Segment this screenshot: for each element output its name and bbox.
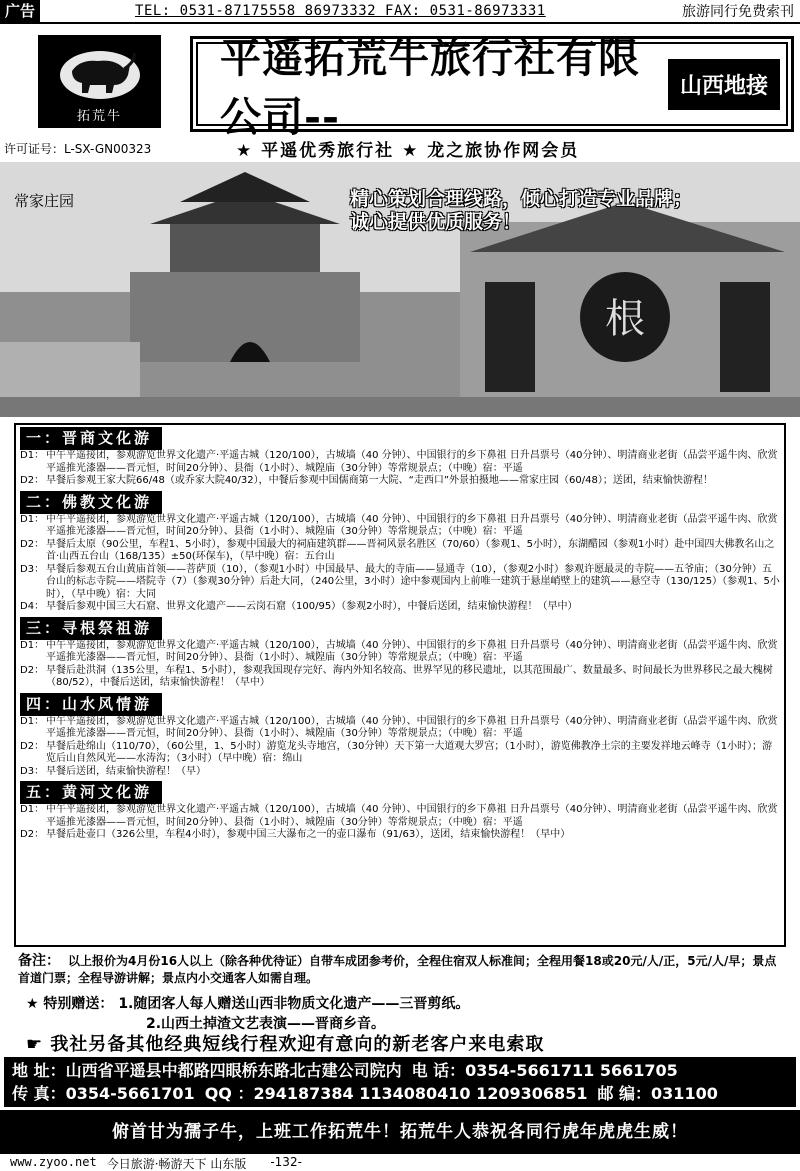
tour-title: 五：黄河文化游 bbox=[20, 781, 162, 804]
notes-text: 以上报价为4月份16人以上（除各种优待证）自带车成团参考价，全程住宿双人标准间；全程用餐18或20元/人/正，5元/人/早；景点首道门票；全程导游讲解；景点内小交通客人如需自理。 bbox=[18, 954, 777, 985]
day-key: D2： bbox=[20, 538, 45, 550]
tour-block bbox=[20, 617, 780, 690]
slogan-line-2: 诚心提供优质服务！ bbox=[350, 211, 522, 233]
website: www.zyoo.net bbox=[10, 1155, 97, 1169]
day-text: 早餐后参观五台山黄庙首领——菩萨顶（10），（参观1小时）中国最早、最大的寺庙——显通寺（10），（参观2小时）参观许愿最灵的寺院——五爷庙；（30分钟）五台山的标志寺院——塔院寺（7）（参观30分钟）后赴大同，（240公里，3小时）途中参观国内上前唯一建筑于悬崖峭壁上的建筑——悬空寺（130/125）（参观1、5小时），（早中晚）宿：大同 bbox=[46, 563, 780, 600]
qq-numbers: QQ ：294187384 1134080410 1209306851 bbox=[204, 1084, 588, 1103]
day-text: 早餐后赴洪洞（135公里，车程1、5小时），参观我国现存完好、海内外知名较高、世界罕见的移民遗址，以其范围最广、数量最多、时间最长为世界移民之最大槐树（80/52），中餐后送团，结束愉快游程！（早中） bbox=[46, 664, 773, 688]
itinerary-day bbox=[20, 640, 780, 665]
itinerary-day bbox=[20, 601, 780, 614]
motto-line: ★ 平遥优秀旅行社 ★ 龙之旅协作网会员 bbox=[236, 141, 580, 161]
day-text: 早餐后赴绵山（110/70），（60公里，1、5小时）游览龙头寺地宫，（30分钟）天下第一大道观大罗宫；（1小时），游览佛教净土宗的主要发祥地云峰寺（1小时）；游览后山自然风光——水涛沟；（3小时）（早中晚）宿：绵山 bbox=[46, 740, 773, 764]
day-text: 早餐后送团，结束愉快游程！（早） bbox=[46, 765, 206, 777]
tour-title: 二：佛教文化游 bbox=[20, 491, 162, 514]
day-key: D2： bbox=[20, 829, 45, 840]
day-text: 早餐后参观王家大院66/48（或乔家大院40/32），中餐后参观中国儒商第一大院、“走西口”外景拍摄地——常家庄园（60/48）；送团，结束愉快游程！ bbox=[46, 475, 713, 486]
day-key: D1： bbox=[20, 513, 45, 525]
tour-title: 四：山水风情游 bbox=[20, 693, 162, 716]
day-key: D3： bbox=[20, 765, 45, 777]
region-tag: 山西地接 bbox=[668, 59, 780, 110]
itinerary-day bbox=[20, 475, 780, 488]
top-contact-line: TEL: 0531-87175558 86973332 FAX: 0531-86973331 bbox=[135, 3, 546, 19]
fax: 传 真：0354-5661701 bbox=[12, 1084, 195, 1103]
day-key: D2： bbox=[20, 664, 45, 676]
phone: 电 话：0354-5661711 5661705 bbox=[411, 1061, 678, 1080]
gift-item-1: 1.随团客人每人赠送山西非物质文化遗产——三晋剪纸。 bbox=[118, 996, 470, 1012]
place-label: 常家庄园 bbox=[14, 192, 75, 210]
tour-block bbox=[20, 427, 780, 488]
day-text: 中午平遥接团，参观游览世界文化遗产·平遥古城（120/100），古城墙（40 分钟）、中国银行的乡下鼻祖 日升昌票号（40分钟）、明清商业老街（品尝平遥牛肉、欣赏平遥推光漆器——晋元恒，时间20分钟）、县衙（1小时）、城隍庙（30分钟）等常规景点；（中晚）宿：平遥 bbox=[46, 639, 778, 663]
gifts-label: ★ 特别赠送： bbox=[26, 996, 114, 1012]
day-key: D2： bbox=[20, 740, 45, 752]
promo-line: ☛ 我社另备其他经典短线行程欢迎有意向的新老客户来电索取 bbox=[26, 1034, 545, 1055]
slogan-line-1: 精心策划合理线路，倾心打造专业品牌； bbox=[350, 188, 693, 210]
tour-title: 三：寻根祭祖游 bbox=[20, 617, 162, 640]
tour-block bbox=[20, 491, 780, 614]
itinerary-day bbox=[20, 665, 780, 690]
day-text: 早餐后太原（90公里，车程1、5小时），参观中国最大的祠庙建筑群——晋祠风景名胜区（70/60）（参观1、5小时），东湖醋园（参观1小时）赴中国四大佛教名山之首·山西五台山（168/135）±50(环保车)，（早中晚）宿：五台山 bbox=[46, 538, 775, 562]
itinerary-day bbox=[20, 514, 780, 539]
itinerary-day bbox=[20, 539, 780, 564]
day-text: 中午平遥接团，参观游览世界文化遗产·平遥古城（120/100），古城墙（40 分钟）、中国银行的乡下鼻祖 日升昌票号（40分钟）、明清商业老街（品尝平遥牛肉、欣赏平遥推光漆器——晋元恒，时间20分钟）、县衙（1小时）、城隍庙（30分钟）等常规景点；（中晚）宿：平遥 bbox=[46, 715, 778, 739]
banner-slogan bbox=[350, 188, 692, 234]
itinerary-day bbox=[20, 450, 780, 475]
address: 地 址：山西省平遥县中都路四眼桥东路北古建公司院内 bbox=[12, 1061, 402, 1080]
ad-tag: 广告 bbox=[0, 0, 40, 22]
day-text: 中午平遥接团，参观游览世界文化遗产·平遥古城（120/100），古城墙（40 分钟）、中国银行的乡下鼻祖 日升昌票号（40分钟）、明清商业老街（品尝平遥牛肉、欣赏平遥推光漆器——晋元恒，时间20分钟）、县衙（1小时）、城隍庙（30分钟）等常规景点；（中晚）宿：平遥 bbox=[46, 450, 778, 474]
day-text: 中午平遥接团，参观游览世界文化遗产·平遥古城（120/100），古城墙（40 分钟）、中国银行的乡下鼻祖 日升昌票号（40分钟）、明清商业老街（品尝平遥牛肉、欣赏平遥推光漆器——晋元恒，时间20分钟）、县衙（1小时）、城隍庙（30分钟）等常规景点；（中晚）宿：平遥 bbox=[46, 804, 778, 828]
day-key: D2： bbox=[20, 475, 45, 486]
itinerary-day bbox=[20, 564, 780, 602]
day-key: D1： bbox=[20, 715, 45, 727]
logo-text: 拓荒牛 bbox=[76, 109, 122, 124]
day-key: D1： bbox=[20, 804, 45, 815]
company-name: 平遥拓荒牛旅行社有限公司-- bbox=[220, 34, 640, 141]
itinerary-day bbox=[20, 829, 780, 842]
tour-title: 一：晋商文化游 bbox=[20, 427, 162, 450]
itinerary-day bbox=[20, 741, 780, 766]
day-key: D1： bbox=[20, 639, 45, 651]
notes-label: 备注： bbox=[18, 953, 60, 969]
tour-list bbox=[14, 423, 786, 947]
day-key: D4： bbox=[20, 601, 45, 612]
top-bar bbox=[0, 0, 800, 24]
notes bbox=[18, 953, 788, 987]
itinerary-day bbox=[20, 804, 780, 829]
itinerary-day bbox=[20, 716, 780, 741]
company-logo bbox=[38, 35, 161, 128]
page-number: -132- bbox=[270, 1155, 302, 1169]
itinerary-day bbox=[20, 766, 780, 779]
license-number: 许可证号：L-SX-GN00323 bbox=[4, 142, 152, 156]
page-footer bbox=[0, 1155, 800, 1171]
company-title-box bbox=[190, 34, 794, 141]
day-text: 早餐后参观中国三大石窟、世界文化遗产——云岗石窟（100/95）（参观2小时），中餐后送团，结束愉快游程！（早中） bbox=[46, 601, 578, 612]
special-gifts bbox=[26, 994, 469, 1034]
contact-box bbox=[4, 1057, 796, 1107]
gift-item-2: 2.山西土掉渣文艺表演——晋商乡音。 bbox=[146, 1016, 386, 1032]
tour-block bbox=[20, 781, 780, 842]
ox-icon bbox=[50, 41, 150, 103]
day-key: D3： bbox=[20, 563, 45, 575]
publication-brand: 今日旅游·畅游天下 山东版 bbox=[106, 1157, 247, 1171]
arch-character: 根 bbox=[605, 296, 645, 342]
day-text: 中午平遥接团，参观游览世界文化遗产·平遥古城（120/100），古城墙（40 分钟）、中国银行的乡下鼻祖 日升昌票号（40分钟）、明清商业老街（品尝平遥牛肉、欣赏平遥推光漆器——晋元恒，时间20分钟）、县衙（1小时）、城隍庙（30分钟）等常规景点；（中晚）宿：平遥 bbox=[46, 513, 778, 537]
day-text: 早餐后赴壶口（326公里，车程4小时），参观中国三大瀑布之一的壶口瀑布（91/63），送团，结束愉快游程！（早中） bbox=[46, 829, 571, 840]
banner-photo bbox=[0, 162, 800, 417]
tour-block bbox=[20, 693, 780, 779]
day-key: D1： bbox=[20, 450, 45, 461]
footer-slogan: 俯首甘为孺子牛，上班工作拓荒牛！拓荒牛人恭祝各同行虎年虎虎生威！ bbox=[0, 1110, 800, 1154]
postcode: 邮 编：031100 bbox=[597, 1084, 718, 1103]
publication-name: 旅游同行免费索刊 bbox=[682, 4, 794, 20]
